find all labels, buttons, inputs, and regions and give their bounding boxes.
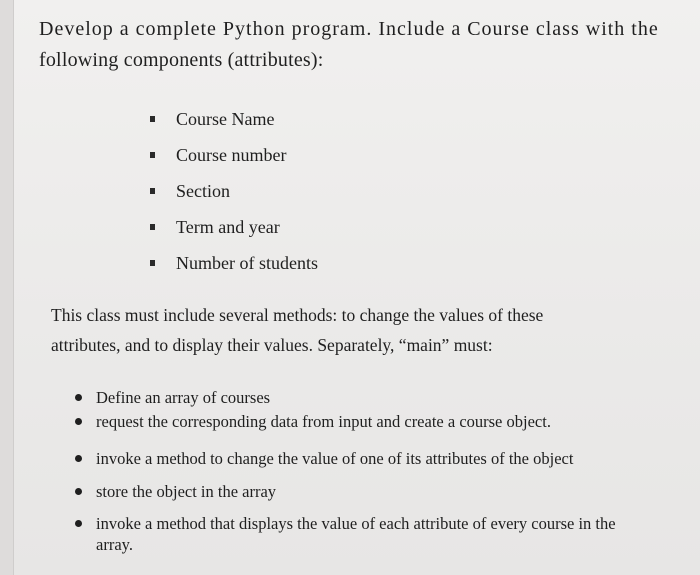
intro-paragraph (39, 14, 689, 76)
round-bullet-icon (75, 394, 82, 401)
main-step-text: invoke a method that displays the value of each attribute of every course in the array. (96, 514, 616, 554)
attribute-label: Course Name (176, 108, 275, 129)
round-bullet-icon (75, 488, 82, 495)
square-bullet-icon (150, 188, 155, 194)
main-step-text: Define an array of courses (96, 388, 271, 407)
main-step-item (75, 387, 665, 408)
methods-paragraph (51, 300, 661, 360)
attributes-list (150, 101, 318, 281)
attribute-item (150, 137, 318, 173)
intro-line-2: following components (attributes): (39, 49, 324, 71)
attribute-item (150, 209, 318, 245)
attribute-label: Number of students (176, 252, 318, 273)
main-step-item (75, 448, 665, 469)
attribute-item (150, 245, 318, 281)
round-bullet-icon (75, 520, 82, 527)
attribute-label: Section (176, 180, 230, 201)
square-bullet-icon (150, 224, 155, 230)
page-left-border (0, 0, 14, 575)
main-step-item (75, 411, 665, 432)
square-bullet-icon (150, 116, 155, 122)
methods-line-2: attributes, and to display their values. Separately, “main” must: (51, 335, 493, 355)
attribute-label: Course number (176, 144, 287, 165)
attribute-item (150, 101, 318, 137)
main-step-item (75, 481, 665, 502)
square-bullet-icon (150, 152, 155, 158)
main-step-item (75, 513, 665, 555)
intro-line-1: Develop a complete Python program. Include a Course class with the (39, 18, 659, 40)
attribute-item (150, 173, 318, 209)
attribute-label: Term and year (176, 216, 280, 237)
square-bullet-icon (150, 260, 155, 266)
round-bullet-icon (75, 455, 82, 462)
main-step-text: store the object in the array (96, 482, 277, 501)
round-bullet-icon (75, 418, 82, 425)
methods-line-1: This class must include several methods: to change the values of these (51, 305, 544, 325)
main-step-text: request the corresponding data from input and create a course object. (96, 412, 551, 431)
main-step-text: invoke a method to change the value of one of its attributes of the object (96, 449, 574, 468)
